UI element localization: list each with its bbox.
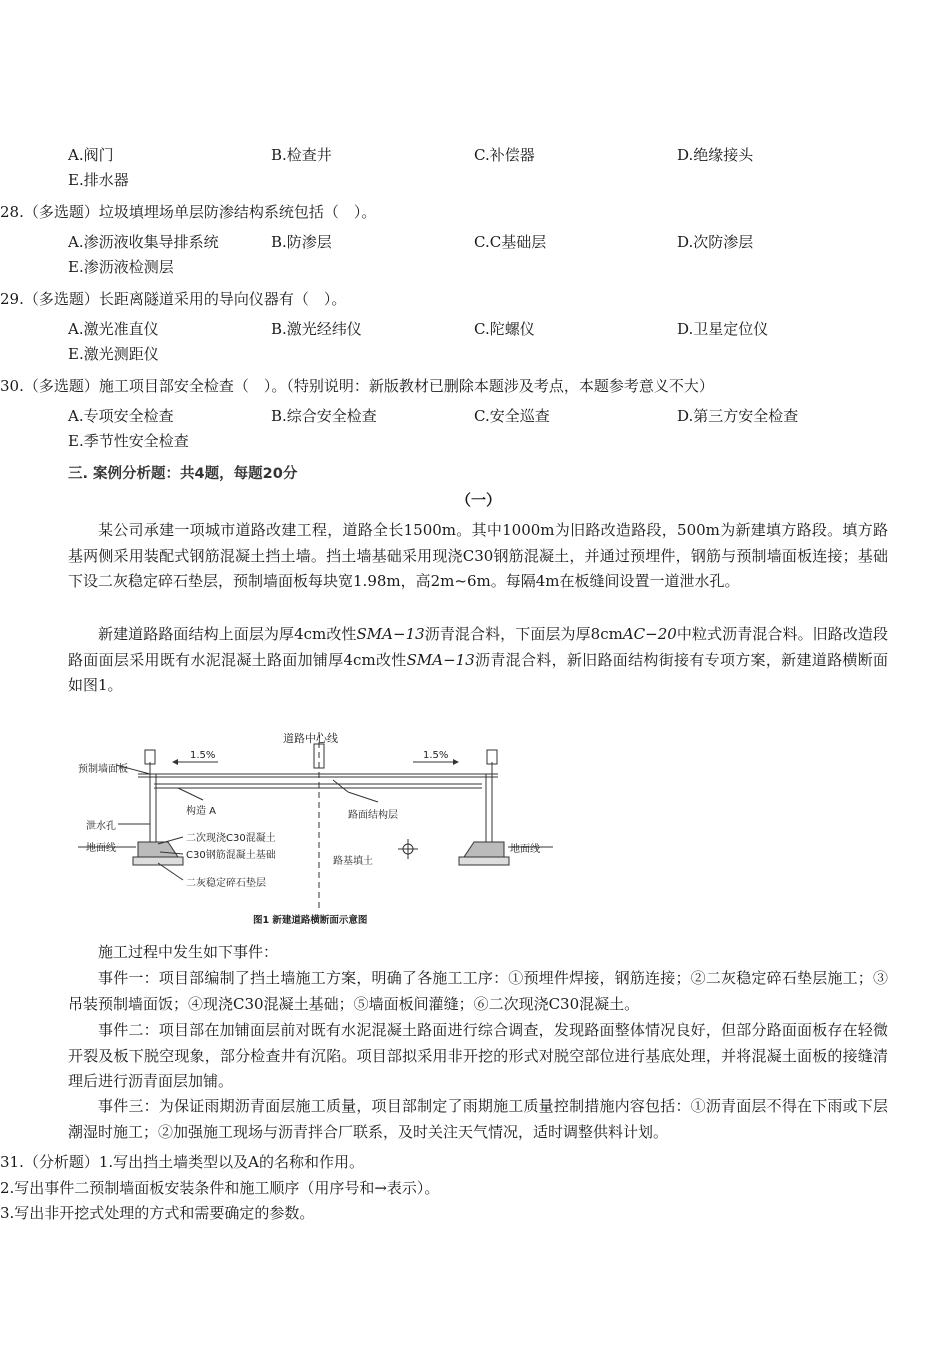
q30-option-e: E.季节性安全检查: [68, 432, 189, 450]
label-ground-right: 地面线: [510, 844, 540, 855]
q30-stem: 30.（多选题）施工项目部安全检查（ ）。（特别说明：新版教材已删除本题涉及考点，本题参考意义不大）: [0, 377, 714, 395]
event-3: 事件三：为保证雨期沥青面层施工质量，项目部制定了雨期施工质量控制措施内容包括：①沥青面层不得在下雨或下层潮湿时施工；②加强施工现场与沥青拌合厂联系，及时关注天气情况，适时调整供料计划。: [68, 1097, 888, 1141]
q28-option-a: A.渗沥液收集导排系统: [68, 233, 219, 251]
q31-line-2: 2.写出事件二预制墙面板安装条件和施工顺序（用序号和→表示）。: [0, 1179, 440, 1197]
events-intro: 施工过程中发生如下事件：: [98, 943, 279, 961]
q30-option-c: C.安全巡查: [474, 407, 550, 425]
q29-option-e: E.激光测距仪: [68, 345, 159, 363]
case-title: （一）: [456, 491, 502, 509]
q29-stem: 29.（多选题）长距离隧道采用的导向仪器有（ ）。: [0, 290, 347, 308]
case-paragraph-1: 某公司承建一项城市道路改建工程，道路全长1500m。其中1000m为旧路改造路段，500m为新建填方路段。填方路基两侧采用装配式钢筋混凝土挡土墙。挡土墙基础采用现浇C30钢筋混凝土，并通过预埋件，钢筋与预制墙面板连接；基础下设二灰稳定碎石垫层，预制墙面板每块宽1.98m，高2m~6m。每隔4m在板缝间设置一道泄水孔。: [68, 521, 888, 590]
q28-stem: 28.（多选题）垃圾填埋场单层防渗结构系统包括（ ）。: [0, 203, 377, 221]
label-c30-foundation: C30钢筋混凝土基础: [186, 850, 276, 861]
label-precast-panel: 预制墙面板: [78, 764, 128, 775]
label-drain-hole: 泄水孔: [86, 821, 116, 832]
q27-option-b: B.检查井: [271, 146, 332, 164]
label-pavement-layer: 路面结构层: [348, 810, 398, 821]
label-subgrade-fill: 路基填土: [333, 856, 373, 867]
q27-option-c: C.补偿器: [474, 146, 535, 164]
section-heading: 三. 案例分析题：共4题，每题20分: [68, 466, 298, 482]
label-slope-right: 1.5%: [423, 750, 449, 761]
label-slope-left: 1.5%: [190, 750, 216, 761]
q29-option-a: A.激光准直仪: [68, 320, 159, 338]
q30-option-a: A.专项安全检查: [68, 407, 174, 425]
cross-section-figure: [78, 722, 578, 927]
q29-option-b: B.激光经纬仪: [271, 320, 362, 338]
q27-option-a: A.阀门: [68, 146, 114, 164]
cross-section-drawing: [78, 722, 578, 927]
case-paragraph-2: 新建道路路面结构上面层为厚4cm改性SMA−13沥青混合料，下面层为厚8cmAC−20中粒式沥青混合料。旧路改造段路面面层采用既有水泥混凝土路面加铺厚4cm改性SMA−13沥青混合料，新旧路面结构街接有专项方案，新建道路横断面如图1。: [68, 625, 888, 694]
label-second-cast: 二次现浇C30混凝土: [186, 833, 276, 844]
label-cushion: 二灰稳定碎石垫层: [186, 878, 266, 889]
figure-caption: 图1 新建道路横断面示意图: [253, 915, 368, 926]
q27-option-d: D.绝缘接头: [677, 146, 754, 164]
q28-option-c: C.C基础层: [474, 233, 547, 251]
q30-option-b: B.综合安全检查: [271, 407, 377, 425]
q29-option-c: C.陀螺仪: [474, 320, 535, 338]
event-2: 事件二：项目部在加铺面层前对既有水泥混凝土路面进行综合调查，发现路面整体情况良好，但部分路面面板存在轻微开裂及板下脱空现象，部分检查井有沉陷。项目部拟采用非开挖的形式对脱空部位进行基底处理，并将混凝土面板的接缝清理后进行沥青面层加铺。: [68, 1021, 888, 1090]
q28-option-b: B.防渗层: [271, 233, 332, 251]
label-ground-left: 地面线: [86, 843, 116, 854]
q28-option-e: E.渗沥液检测层: [68, 258, 174, 276]
label-center-line: 道路中心线: [283, 732, 338, 745]
event-1: 事件一：项目部编制了挡土墙施工方案，明确了各施工工序：①预埋件焊接，钢筋连接；②二灰稳定碎石垫层施工；③吊装预制墙面饭；④现浇C30混凝土基础；⑤墙面板间灌缝；⑥二次现浇C30混凝土。: [68, 969, 888, 1013]
q29-option-d: D.卫星定位仪: [677, 320, 769, 338]
q31-line-3: 3.写出非开挖式处理的方式和需要确定的参数。: [0, 1204, 315, 1222]
q28-option-d: D.次防渗层: [677, 233, 754, 251]
q31-line-1: 31.（分析题）1.写出挡土墙类型以及A的名称和作用。: [0, 1153, 365, 1171]
q27-option-e: E.排水器: [68, 171, 129, 189]
label-structure-a: 构造 A: [186, 806, 217, 817]
q30-option-d: D.第三方安全检查: [677, 407, 799, 425]
